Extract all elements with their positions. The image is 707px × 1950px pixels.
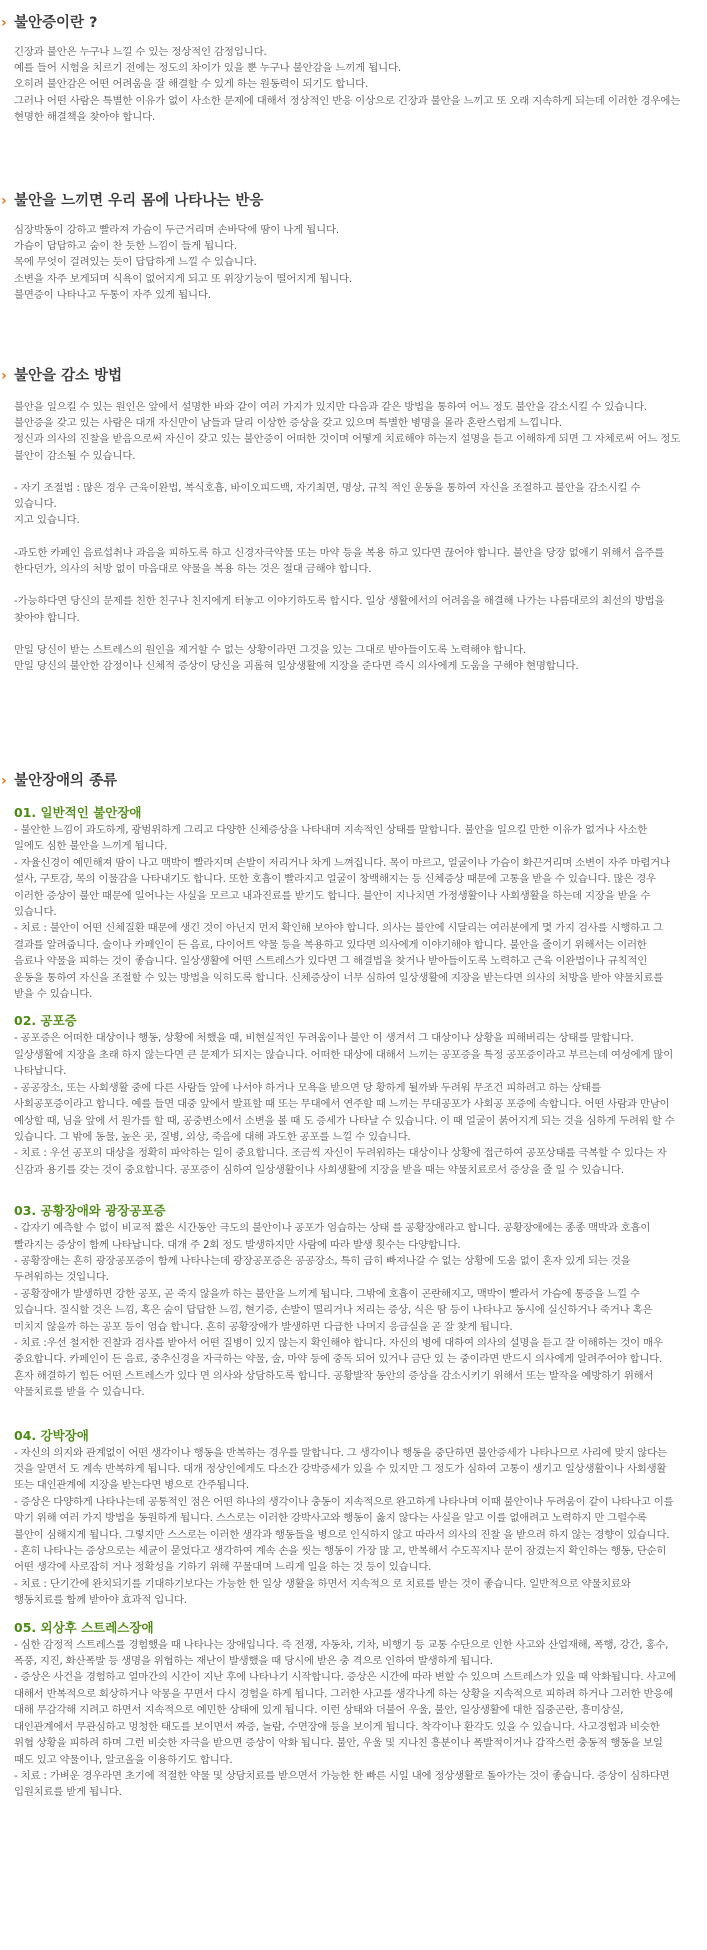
body-line: 불안이 심해지게 됩니다. 그렇지만 스스로는 이러한 생각과 행동들을 병으로 인식하지 않고 따라서 의사의 진찰 을 받으려 하지 않는 경향이 있습니다. bbox=[14, 1528, 670, 1541]
section-what-is-anxiety bbox=[0, 12, 707, 125]
body-line: 대해 무감각해 지려고 하면서 지속적으로 예민한 상태에 있게 됩니다. 이런 상태와 더불어 우울, 불안, 일상생활에 대한 집중곤란, 흥미상실, bbox=[14, 1704, 624, 1717]
body-line: - 공공장소, 또는 사회생활 중에 다른 사람들 앞에 나서야 하거나 모욕을 받으면 당 황하게 될까봐 두려워 무조건 피하려고 하는 상태를 bbox=[14, 1081, 601, 1094]
body-line: 가슴이 답답하고 숨이 찬 듯한 느낌이 들게 됩니다. bbox=[14, 240, 237, 253]
section-body bbox=[0, 399, 707, 674]
body-line: 행동치료를 함께 받아야 효과적 입니다. bbox=[14, 1594, 187, 1607]
section-body bbox=[0, 44, 707, 125]
body-line: 일에도 심한 불안을 느끼게 됩니다. bbox=[14, 840, 168, 853]
section-title bbox=[0, 190, 707, 212]
body-line: 미치지 않을까 하는 공포 등이 엄습 합니다. 흔히 공황장애가 발생하면 다급한 나머지 응급실을 곧 잘 찾게 됩니다. bbox=[14, 1320, 513, 1333]
body-line: 받을 수 있습니다. bbox=[14, 988, 93, 1001]
body-line: 약물치료를 받을 수 있습니다. bbox=[14, 1386, 145, 1399]
body-line: 불안이 감소될 수 있습니다. bbox=[14, 449, 136, 462]
body-line: - 흔히 나타나는 증상으로는 세균이 묻었다고 생각하여 계속 손을 씻는 행동이 가장 많 고, 반복해서 수도꼭지나 문이 잠겼는지 확인하는 행동, 단순히 bbox=[14, 1545, 667, 1558]
body-line: - 자율신경이 예민해져 땀이 나고 맥박이 빨라지며 손발이 저리거나 차게 느껴집니다. 목이 마르고, 얼굴이나 가슴이 화끈거리며 소변이 자주 마렵거나 bbox=[14, 856, 670, 869]
body-line: 심장박동이 강하고 빨라져 가슴이 두근거리며 손바닥에 땀이 나게 됩니다. bbox=[14, 224, 339, 236]
body-line: -가능하다면 당신의 문제를 친한 친구나 친지에게 터놓고 이야기하도록 합시다. 일상 생활에서의 어려움을 해결해 나가는 나름대로의 최선의 방법을 bbox=[14, 595, 665, 608]
body-line: - 갑자기 예측할 수 없이 비교적 짧은 시간동안 극도의 불안이나 공포가 엄습하는 상태 를 공황장애라고 합니다. 공황장애에는 종종 맥박과 호흡이 bbox=[14, 1222, 651, 1235]
body-line: - 불안한 느낌이 과도하게, 광범위하게 그리고 다양한 신체증상을 나타내며 지속적인 상태를 말합니다. 불안을 일으킬 만한 이유가 없거나 사소한 bbox=[14, 824, 648, 836]
body-line: 한다던가, 의사의 처방 없이 마음대로 약물을 복용 하는 것은 절대 금해야 합니다. bbox=[14, 563, 372, 575]
section-title-text: 불안을 느끼면 우리 몸에 나타나는 반응 bbox=[14, 193, 264, 209]
body-line: 중요합니다. 카페인이 든 음료, 중추신경을 자극하는 약물, 술, 마약 등에 중독 되어 있거나 금단 있 는 중이라면 반드시 의사에게 알려주어야 합니다. bbox=[14, 1353, 663, 1366]
body-line: - 증상은 사건을 경험하고 얼마간의 시간이 지난 후에 나타나기 시작합니다. 증상은 시간에 따라 변할 수 있으며 스트레스가 있을 때 악화됩니다. 사고에 bbox=[14, 1671, 677, 1684]
body-line: 있습니다. bbox=[14, 906, 57, 919]
chevron-right-icon: › bbox=[1, 193, 7, 209]
body-line: 만일 당신이 받는 스트레스의 원인을 제거할 수 없는 상황이라면 그것을 있는 그대로 받아들이도록 노력해야 합니다. bbox=[14, 643, 526, 656]
body-line: 빨라지는 증상이 함께 나타납니다. 대개 주 2회 정도 발생하지만 사람에 따라 발생 횟수는 다양합니다. bbox=[14, 1238, 461, 1251]
body-line: 있습니다. bbox=[14, 498, 57, 511]
body-line: - 자기 조절법 : 많은 경우 근육이완법, 복식호흡, 바이오피드백, 자기최면, 명상, 규칙 적인 운동을 통하여 자신을 조절하고 불안을 감소시킬 수 bbox=[14, 482, 641, 494]
body-line: 흔자 해결하기 힘든 어떤 스트레스가 있다 면 의사와 상담하도록 합니다. 공황발작 동안의 증상을 감소시키기 위해서 또는 발작을 예방하기 위해서 bbox=[14, 1369, 654, 1382]
body-line: -과도한 카페인 음료섭취나 과음을 피하도록 하고 신경자극약물 또는 마약 등을 복용 하고 있다면 끊어야 합니다. 불안을 당장 없애기 위해서 음주를 bbox=[14, 546, 665, 559]
body-line: 소변을 자주 보게되며 식욕이 없어지게 되고 또 위장기능이 떨어지게 됩니다. bbox=[14, 272, 353, 285]
body-line: 사회공포증이라고 합니다. 예를 들면 대중 앞에서 발표할 때 또는 무대에서 연주할 때 느끼는 무대공포가 사회공 포증에 속합니다. 어떤 사람과 만남이 bbox=[14, 1098, 670, 1111]
body-line: - 공황장애는 흔히 광장공포증이 함께 나타나는데 광장공포증은 공공장소, 특히 급히 빠져나갈 수 없는 상황에 도움 없이 혼자 있게 되는 것을 bbox=[14, 1254, 631, 1267]
body-line: 음료나 약물을 피하는 것이 좋습니다. 일상생활에 어떤 스트레스가 있다면 그 해결법을 찾거나 받아들이도록 노력하고 근육 이완법이나 규칙적인 bbox=[14, 955, 648, 968]
body-line: 설사, 구토감, 목의 이물감을 나타내기도 합니다. 또한 호흡이 빨라지고 얼굴이 창백해지는 등 신체증상 때문에 고통을 받을 수 있습니다. 많은 경우 bbox=[14, 873, 656, 886]
subsection-body bbox=[0, 822, 707, 1002]
body-line bbox=[14, 529, 701, 545]
body-line: 불안을 일으킬 수 있는 원인은 앞에서 설명한 바와 같이 여러 가지가 있지만 다음과 같은 방법을 통하여 어느 정도 불안을 감소시킬 수 있습니다. bbox=[14, 401, 647, 413]
body-line: 신감과 용기를 갖는 것이 중요합니다. 공포증이 심하여 일상생활이나 사회생활에 지장을 받을 때는 약물치료로서 증상을 줄 일 수 있습니다. bbox=[14, 1163, 624, 1176]
chevron-right-icon: › bbox=[1, 368, 7, 384]
subsection-title: 04. 강박장애 bbox=[14, 1427, 89, 1443]
subsection-body bbox=[0, 1220, 707, 1400]
body-line: 불면증이 나타나고 두통이 자주 있게 됩니다. bbox=[14, 288, 211, 301]
section-title bbox=[0, 12, 707, 34]
body-line: - 증상은 다양하게 나타나는데 공통적인 점은 어떤 하나의 생각이나 충동이 지속적으로 완고하게 나타나며 이때 불안이나 두려움이 같이 나타나고 이를 bbox=[14, 1495, 674, 1508]
body-line: 예상할 때, 님을 앞에 서 원가를 할 때, 공중변소에서 소변을 볼 때 도 증세가 나타날 수 있습니다. 이 때 얼굴이 붉어지게 되는 것을 심하게 두려워 할 수 bbox=[14, 1114, 675, 1127]
chevron-right-icon: › bbox=[1, 15, 7, 31]
subsection-ocd bbox=[0, 1427, 707, 1609]
chevron-right-icon: › bbox=[1, 773, 7, 789]
body-line: 오히려 불안감은 어떤 어려움을 잘 해결할 수 있게 하는 원동력이 되기도 합니다. bbox=[14, 78, 369, 91]
body-line: 찾아야 합니다. bbox=[14, 611, 80, 624]
subsection-body bbox=[0, 1030, 707, 1178]
body-line: 위협 상황을 피하려 하며 그런 비슷한 자극을 받으면 증상이 악화 됩니다. 불안, 우울 및 지나친 흥분이나 폭발적이거나 갑작스런 충동적 행동을 보일 bbox=[14, 1737, 663, 1750]
body-line: 입원치료를 받게 됩니다. bbox=[14, 1786, 122, 1799]
body-line: 지고 있습니다. bbox=[14, 514, 80, 527]
section-title-text: 불안증이란 ? bbox=[14, 15, 98, 31]
body-line: 두려워하는 것입니다. bbox=[14, 1271, 109, 1284]
section-anxiety-disorder-types bbox=[0, 770, 707, 1801]
section-title bbox=[0, 770, 707, 792]
body-line: 이러한 증상이 불안 때문에 일어나는 사실을 모르고 내과진료를 받기도 합니다. 불안이 지나치면 가정생활이나 사회생활을 하는데 지장을 받을 수 bbox=[14, 889, 651, 902]
body-line: - 자신의 의지와 관계없이 어떤 생각이나 행동을 반복하는 경우를 말합니다. 그 생각이나 행동을 중단하면 불안증세가 나타나므로 사리에 맞지 않다는 bbox=[14, 1446, 667, 1459]
body-line bbox=[14, 577, 701, 593]
subsection-title: 05. 외상후 스트레스장애 bbox=[14, 1619, 154, 1635]
body-line: 때도 있고 약물이나, 알코올을 이용하기도 합니다. bbox=[14, 1753, 233, 1766]
body-line: 그러나 어떤 사람은 특별한 이유가 없이 사소한 문제에 대해서 정상적인 반응 이상으로 긴장과 불안을 느끼고 또 오래 지속하게 되는데 이러한 경우에는 bbox=[14, 94, 681, 107]
body-line: - 공황장애가 발생하면 강한 공포, 곧 죽지 않을까 하는 불안을 느끼게 됩니다. 그밖에 호흡이 곤란해지고, 맥박이 빨라서 가슴에 통증을 느낄 수 bbox=[14, 1287, 640, 1300]
section-body-reactions bbox=[0, 190, 707, 303]
body-line: 어떤 생각에 사로잡히 거나 정확성을 기하기 위해 꾸물대며 느리게 일을 하는 것 등이 있습니다. bbox=[14, 1561, 432, 1574]
body-line: - 치료 : 가벼운 경우라면 초기에 적절한 약물 및 상담치료를 받으면서 가능한 한 빠른 시일 내에 정상생활로 돌아가는 것이 좋습니다. 증상이 심하다면 bbox=[14, 1769, 670, 1782]
body-line: - 치료 :우선 철저한 진찰과 검사를 받아서 어떤 질병이 있지 않는지 확인해야 합니다. 자신의 병에 대하여 의사의 설명을 듣고 잘 이해하는 것이 매우 bbox=[14, 1336, 663, 1349]
body-line: 목에 무엇이 걸려있는 듯이 답답하게 느낄 수 있습니다. bbox=[14, 256, 257, 269]
body-line: 폭풍, 지진, 화산폭발 등 생명을 위협하는 재난이 발생했을 때 당시에 받은 충 격으로 인하여 발생하게 됩니다. bbox=[14, 1655, 493, 1668]
subsection-phobia bbox=[0, 1012, 707, 1178]
section-title-text: 불안을 감소 방법 bbox=[14, 368, 123, 384]
body-line: 있습니다. 질식할 것은 느낌, 혹은 숨이 답답한 느낌, 현기증, 손발이 떨리거나 저리는 증상, 식은 땀 등이 나타나고 동시에 실신하거나 죽거나 혹은 bbox=[14, 1304, 653, 1317]
section-reduction-methods bbox=[0, 365, 707, 674]
body-line: 나타납니다. bbox=[14, 1065, 67, 1078]
body-line: 있습니다. 그 밖에 동물, 높은 곳, 질병, 외상, 죽음에 대해 과도한 공포를 느낄 수 있습니다. bbox=[14, 1130, 411, 1143]
body-line: - 공포증은 어떠한 대상이나 행동, 상황에 처했을 때, 비현실적인 두려움이나 불안 이 생겨서 그 대상이나 상황을 피해버리는 상태를 말합니다. bbox=[14, 1032, 634, 1045]
body-line bbox=[14, 626, 701, 642]
body-line: 정신과 의사의 진찰을 받음으로써 자신이 갖고 있는 불안증이 어떠한 것이며 어떻게 치료해야 하는지 설명을 듣고 이해하게 되면 그 자체로써 어느 정도 bbox=[14, 433, 681, 446]
body-line: - 치료 : 불안이 어떤 신체질환 때문에 생긴 것이 아닌지 먼저 확인해 보아야 합니다. 의사는 불안에 시달리는 여러분에게 몇 가지 검사를 시행하고 그 bbox=[14, 922, 663, 935]
body-line: 대인관계에서 무관심하고 멍청한 태도를 보이면서 짜증, 놀람, 수면장애 등을 보이게 됩니다. 착각이나 환각도 있을 수 있습니다. 사고경험과 비슷한 bbox=[14, 1720, 660, 1733]
subsection-title: 02. 공포증 bbox=[14, 1013, 77, 1029]
body-line: 일상생활에 지장을 초래 하지 않는다면 큰 문제가 되지는 않습니다. 어떠한 대상에 대해서 느끼는 공포증을 특정 공포증이라고 부르는데 여성에게 많이 bbox=[14, 1048, 674, 1061]
body-line: 결과를 알려줍니다. 술이나 카페인이 든 음료, 다이어트 약물 등을 복용하고 있다면 의사에게 이야기해야 합니다. 불안을 줄이기 위해서는 이러한 bbox=[14, 938, 647, 951]
subsection-panic-disorder bbox=[0, 1202, 707, 1400]
body-line: 막기 위해 여러 가지 방법을 동원하게 됩니다. 스스로는 이러한 강박사고와 행동이 옳지 않다는 사실을 알고 이를 없애려고 노력하지 만 그럴수록 bbox=[14, 1512, 647, 1525]
section-body bbox=[0, 222, 707, 303]
body-line: 예를 들어 시험을 치르기 전에는 정도의 차이가 있을 뿐 누구나 불안감을 느끼게 됩니다. bbox=[14, 62, 402, 75]
subsection-ptsd bbox=[0, 1619, 707, 1801]
body-line: 대해서 반복적으로 회상하거나 악몽을 꾸면서 다시 경험을 하게 됩니다. 그러한 사고를 생각나게 하는 상황을 지속적으로 피하려 하거나 그러한 반응에 bbox=[14, 1687, 674, 1700]
subsection-title: 03. 공황장애와 광장공포증 bbox=[14, 1203, 166, 1219]
body-line: 만일 당신의 불안한 감정이나 신체적 증상이 당신을 괴롭혀 일상생활에 지장을 준다면 즉시 의사에게 도움을 구해야 현명합니다. bbox=[14, 660, 579, 673]
body-line: 불안증을 갖고 있는 사람은 대개 자신만이 남들과 달리 이상한 증상을 갖고 있으며 특별한 병명을 몰라 혼란스럽게 느낍니다. bbox=[14, 417, 562, 430]
body-line: 긴장과 불안은 누구나 느낄 수 있는 정상적인 감정입니다. bbox=[14, 46, 267, 58]
subsection-general-anxiety bbox=[0, 804, 707, 1002]
subsection-body bbox=[0, 1445, 707, 1609]
body-line: 것을 알면서 도 계속 반복하게 됩니다. 대개 정상인에게도 다소간 강박증세가 있을 수 있지만 그 정도가 심하여 고통이 생기고 일상생활이나 사회생활 bbox=[14, 1463, 667, 1475]
subsection-title: 01. 일반적인 불안장애 bbox=[14, 805, 142, 820]
section-title-text: 불안장애의 종류 bbox=[14, 773, 118, 789]
body-line bbox=[14, 464, 701, 480]
subsection-body bbox=[0, 1637, 707, 1801]
body-line: - 심한 감정적 스트레스를 경험했을 때 나타나는 장애입니다. 즉 전쟁, 자동차, 기차, 비행기 등 교통 수단으로 인한 사고와 산업재해, 폭행, 강간, 홍수, bbox=[14, 1638, 669, 1651]
body-line: 현명한 해결책을 찾아야 합니다. bbox=[14, 110, 156, 123]
body-line: - 치료 : 단기간에 완치되기를 기대하기보다는 가능한 한 일상 생활을 하면서 지속적으 로 치료를 받는 것이 좋습니다. 일반적으로 약물치료와 bbox=[14, 1577, 631, 1590]
body-line: 운동을 통하여 자신을 조절할 수 있는 방법을 익히도록 합니다. 신체증상이 너무 심하여 일상생활에 지장을 받는다면 의사의 처방을 받아 약물치료를 bbox=[14, 971, 664, 984]
body-line: - 치료 : 우선 공포의 대상을 정확히 파악하는 일이 중요합니다. 조금씩 자신이 두려워하는 대상이나 상황에 접근하여 공포상태를 극복할 수 있다는 자 bbox=[14, 1147, 667, 1160]
section-title bbox=[0, 365, 707, 387]
body-line: 또는 대인관계에 지장을 받는다면 병으로 간주됩니다. bbox=[14, 1479, 250, 1492]
